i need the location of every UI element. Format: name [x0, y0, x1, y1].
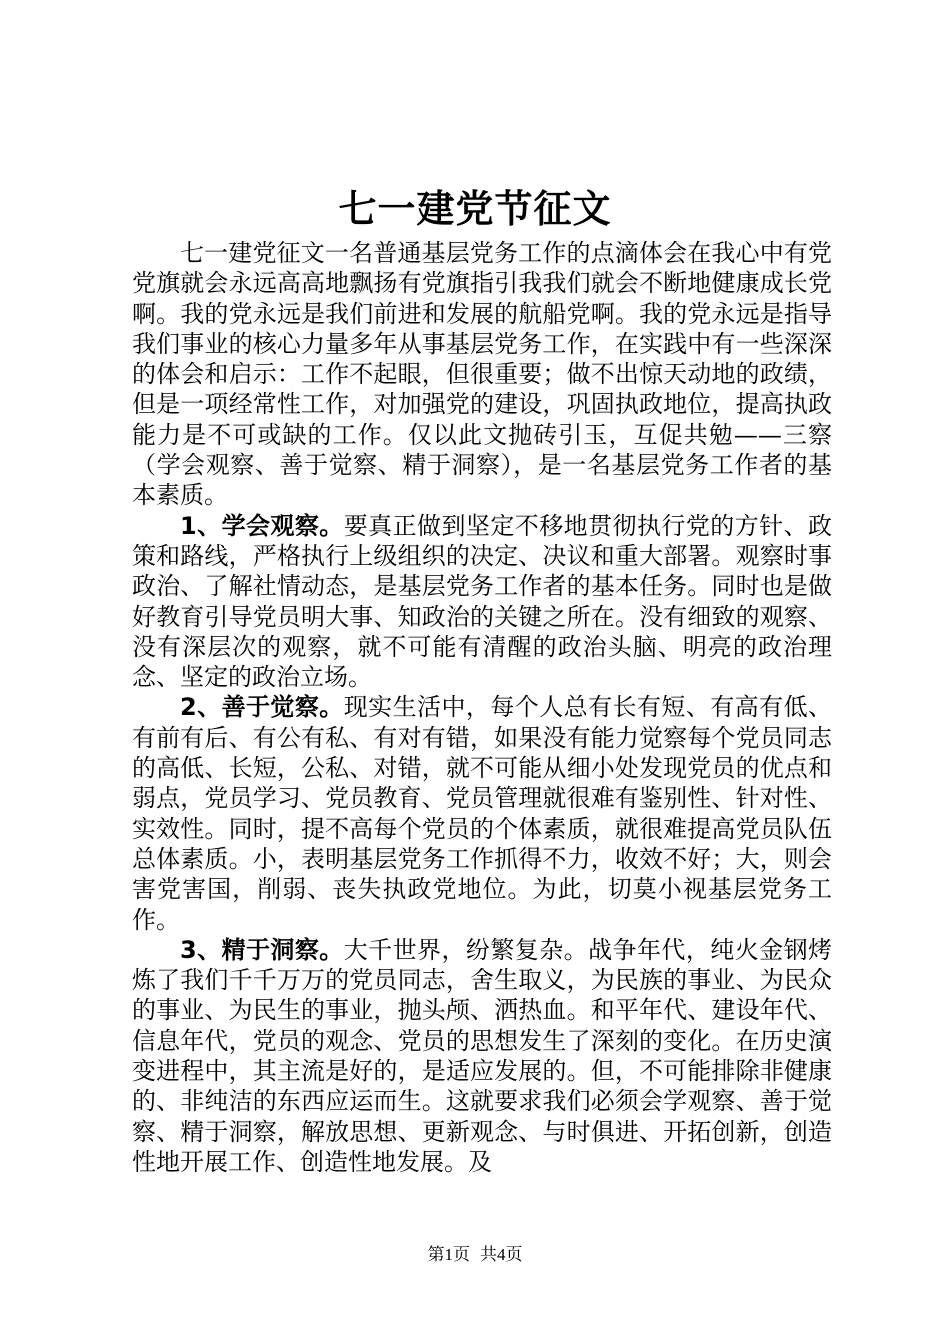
section-paragraph-perceive [132, 692, 832, 934]
document-title: 七一建党节征文 [338, 186, 612, 231]
section-heading: 2、善于觉察。 [180, 693, 344, 722]
section-paragraph-observe [132, 511, 832, 693]
section-heading: 3、精于洞察。 [180, 935, 344, 964]
section-paragraph-insight [132, 935, 832, 1177]
paragraph-text: 现实生活中，每个人总有长有短、有高有低、有前有后、有公有私、有对有错，如果没有能力觉察每个党员同志的高低、长短，公私、对错，就不可能从细小处发现党员的优点和弱点，党员学习、党员教育、党员管理就很难有鉴别性、针对性、实效性。同时，提不高每个党员的个体素质，就很难提高党员队伍总体素质。小，表明基层党务工作抓得不力，收效不好；大，则会害党害国，削弱、丧失执政党地位。为此，切莫小视基层党务工作。 [132, 693, 833, 934]
paragraph-text: 大千世界，纷繁复杂。战争年代，纯火金钢烤炼了我们千千万万的党员同志，舍生取义，为民族的事业、为民众的事业、为民生的事业，抛头颅、洒热血。和平年代、建设年代、信息年代，党员的观念、党员的思想发生了深刻的变化。在历史演变进程中，其主流是好的，是适应发展的。但，不可能排除非健康的、非纯洁的东西应运而生。这就要求我们必须会学观察、善于觉察、精于洞察，解放思想、更新观念、与时俱进、开拓创新，创造性地开展工作、创造性地发展。及 [132, 935, 833, 1176]
paragraph-text: 七一建党征文一名普通基层党务工作的点滴体会在我心中有党党旗就会永远高高地飘扬有党旗指引我我们就会不断地健康成长党啊。我的党永远是我们前进和发展的航船党啊。我的党永远是指导我们事业的核心力量多年从事基层党务工作，在实践中有一些深深的体会和启示：工作不起眼，但很重要；做不出惊天动地的政绩，但是一项经常性工作，对加强党的建设，巩固执政地位，提高执政能力是不可或缺的工作。仅以此文抛砖引玉，互促共勉——三察（学会观察、善于觉察、精于洞察），是一名基层党务工作者的基本素质。 [132, 239, 832, 510]
page-number: 第1页 [427, 1245, 470, 1264]
page-footer [0, 1243, 950, 1267]
section-heading: 1、学会观察。 [180, 511, 344, 540]
paragraph-text: 要真正做到坚定不移地贯彻执行党的方针、政策和路线，严格执行上级组织的决定、决议和重大部署。观察时事政治、了解社情动态，是基层党务工作者的基本任务。同时也是做好教育引导党员明大事、知政治的关键之所在。没有细致的观察、没有深层次的观察，就不可能有清醒的政治头脑、明亮的政治理念、坚定的政治立场。 [132, 511, 833, 692]
intro-paragraph [132, 238, 832, 511]
document-body [132, 238, 832, 1177]
page-total: 共4页 [480, 1245, 523, 1264]
